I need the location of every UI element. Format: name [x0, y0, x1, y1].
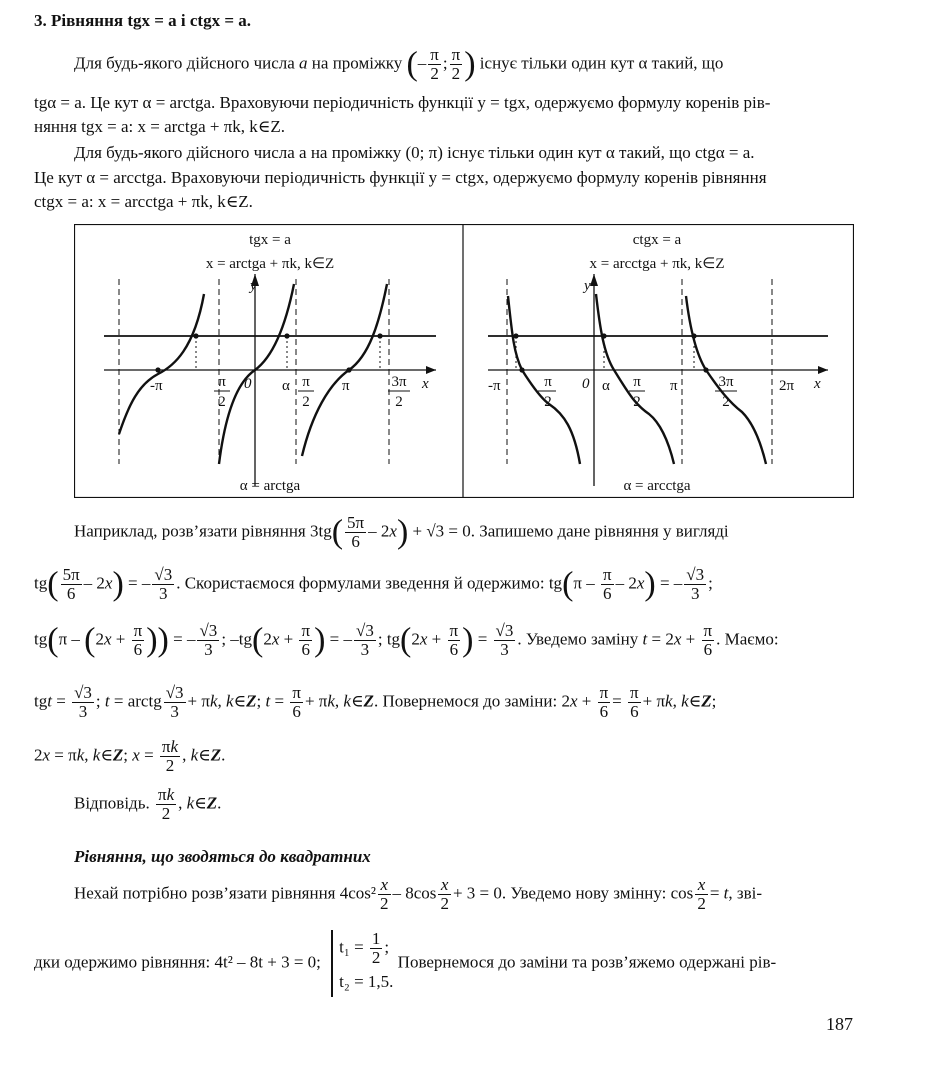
svg-text:α: α — [282, 378, 290, 394]
p1-line1: Для будь-якого дійсного числа a на проміжку (– $\frac{\pi}{2}$ ; $\frac{\pi}{2}$ ) існує тільки один кут α такий, що — [74, 45, 724, 83]
tg-root-drops — [196, 336, 380, 370]
svg-text:π: π — [218, 374, 226, 390]
p1-line2: tgα = a. Це кут α = arctga. Враховуючи періодичність функції y = tgx, одержуємо формулу коренів рів- — [34, 93, 771, 112]
quad-line1: Нехай потрібно розв’язати рівняння 4cos² $\frac{x}{2}$ – 8cos $\frac{x}{2}$ + 3 = 0. Уведемо нову змінну: cos $\frac{x}{2}$ = t, зві- — [74, 875, 763, 913]
tg-tick-labels — [150, 278, 429, 410]
quad-line2: дки одержимо рівняння: 4t² – 8t + 3 = 0; t₁ = $\frac{1}{2}$ ; t₂ = 1,5. Повернемося до заміни та розв’яжемо одержані рів- — [34, 930, 850, 992]
figure-frame — [75, 225, 854, 498]
ctg-asymptotes — [507, 279, 772, 464]
svg-text:0: 0 — [582, 376, 590, 392]
svg-text:-π: -π — [150, 378, 163, 394]
p1-text-c: існує тільки один кут α такий, що — [479, 53, 724, 73]
p2-line2: Це кут α = arcctga. Враховуючи періодичність функції y = ctgx, одержуємо формулу коренів рівняння — [34, 168, 767, 187]
tg-branches — [119, 284, 387, 464]
ctg-x-arrow — [818, 366, 828, 374]
ex-line4: tgt = $\frac{√3}{3}$ ; t = arctg $\frac{√3}{3}$ + πk, k∈Z; t = $\frac{\pi}{6}$ + πk, k∈Z. Повернемося до заміни: 2x + $\frac{\pi}{6}$ = $\frac{\pi}{6}$ + πk, k∈Z; — [34, 683, 717, 721]
ex-line1: Наприклад, розв’язати рівняння 3tg( $\frac{5\pi}{6}$ – 2x) + √3 = 0. Запишемо дане рівняння у вигляді — [74, 513, 729, 551]
svg-text:2: 2 — [722, 394, 730, 410]
ctg-root-drops — [516, 336, 694, 370]
section-heading: 3. Рівняння tgx = a і ctgx = a. — [34, 11, 252, 30]
svg-text:π: π — [302, 374, 310, 390]
svg-text:2: 2 — [544, 394, 552, 410]
p2-line1: Для будь-якого дійсного числа a на проміжку (0; π) існує тільки один кут α такий, що ctgα = a. — [74, 143, 755, 162]
svg-text:0: 0 — [244, 376, 252, 392]
svg-text:α: α — [602, 378, 610, 394]
tg-x-arrow — [426, 366, 436, 374]
interval-left-frac: $\frac{\pi}{2}$ — [430, 45, 439, 83]
ctg-title2: x = arcctga + πk, k∈Z — [589, 256, 725, 272]
ctg-graph — [488, 232, 828, 494]
p1-text-a: Для будь-якого дійсного числа — [74, 53, 295, 73]
ctg-y-arrow — [590, 274, 598, 286]
tg-graph — [104, 232, 436, 494]
svg-text:3π: 3π — [391, 374, 407, 390]
svg-text:x: x — [814, 376, 821, 392]
tg-title2: x = arctga + πk, k∈Z — [205, 256, 335, 272]
tg-title1: tgx = a — [249, 232, 291, 248]
ctg-tick-labels — [488, 278, 821, 410]
page-number: 187 — [826, 1014, 853, 1034]
svg-text:π: π — [544, 374, 552, 390]
ctg-caption: α = arcctga — [623, 478, 691, 494]
svg-text:2: 2 — [395, 394, 403, 410]
p2-line3: ctgx = a: x = arcctga + πk, k∈Z. — [34, 192, 253, 211]
svg-text:3π: 3π — [718, 374, 734, 390]
graphs-figure — [74, 224, 854, 498]
ex-line3: tg(π – (2x + $\frac{\pi}{6}$ )) = – $\frac{√3}{3}$ ; –tg(2x + $\frac{\pi}{6}$ ) = – $\frac{√3}{3}$ ; tg(2x + $\frac{\pi}{6}$ ) = $\frac{√3}{3}$ . Уведемо заміну t = 2x + $\frac{\pi}{6}$ . Маємо: — [34, 621, 779, 659]
subheading: Рівняння, що зводяться до квадратних — [74, 847, 371, 866]
svg-text:π: π — [670, 378, 678, 394]
svg-text:y: y — [250, 278, 257, 294]
ex-line5: 2x = πk, k∈Z; x = $\frac{\pi k}{2}$ , k∈Z. — [34, 737, 226, 775]
svg-text:2: 2 — [302, 394, 310, 410]
svg-text:x: x — [422, 376, 429, 392]
interval-right-frac: $\frac{\pi}{2}$ — [451, 45, 461, 83]
svg-text:π: π — [342, 378, 350, 394]
svg-text:π: π — [633, 374, 641, 390]
svg-text:-π: -π — [488, 378, 501, 394]
ctg-title1: ctgx = a — [632, 232, 682, 248]
svg-text:2: 2 — [218, 394, 226, 410]
ex-line2: tg( $\frac{5\pi}{6}$ – 2x) = – $\frac{√3}{3}$ . Скористаємося формулами зведення й одержимо: tg(π – $\frac{\pi}{6}$ – 2x) = – $\frac{√3}{3}$ ; — [34, 565, 713, 603]
svg-text:2: 2 — [633, 394, 641, 410]
substitution-system: t₁ = $\frac{1}{2}$ ; t₂ = 1,5. — [331, 930, 393, 997]
answer-line: Відповідь. $\frac{\pi k}{2}$ , k∈Z. — [74, 785, 222, 823]
p1-line3: няння tgx = a: x = arctga + πk, k∈Z. — [34, 117, 286, 136]
svg-text:2π: 2π — [779, 378, 795, 394]
p1-text-b: на проміжку — [311, 53, 403, 73]
tg-caption: α = arctga — [239, 478, 301, 494]
svg-text:y: y — [584, 278, 591, 294]
